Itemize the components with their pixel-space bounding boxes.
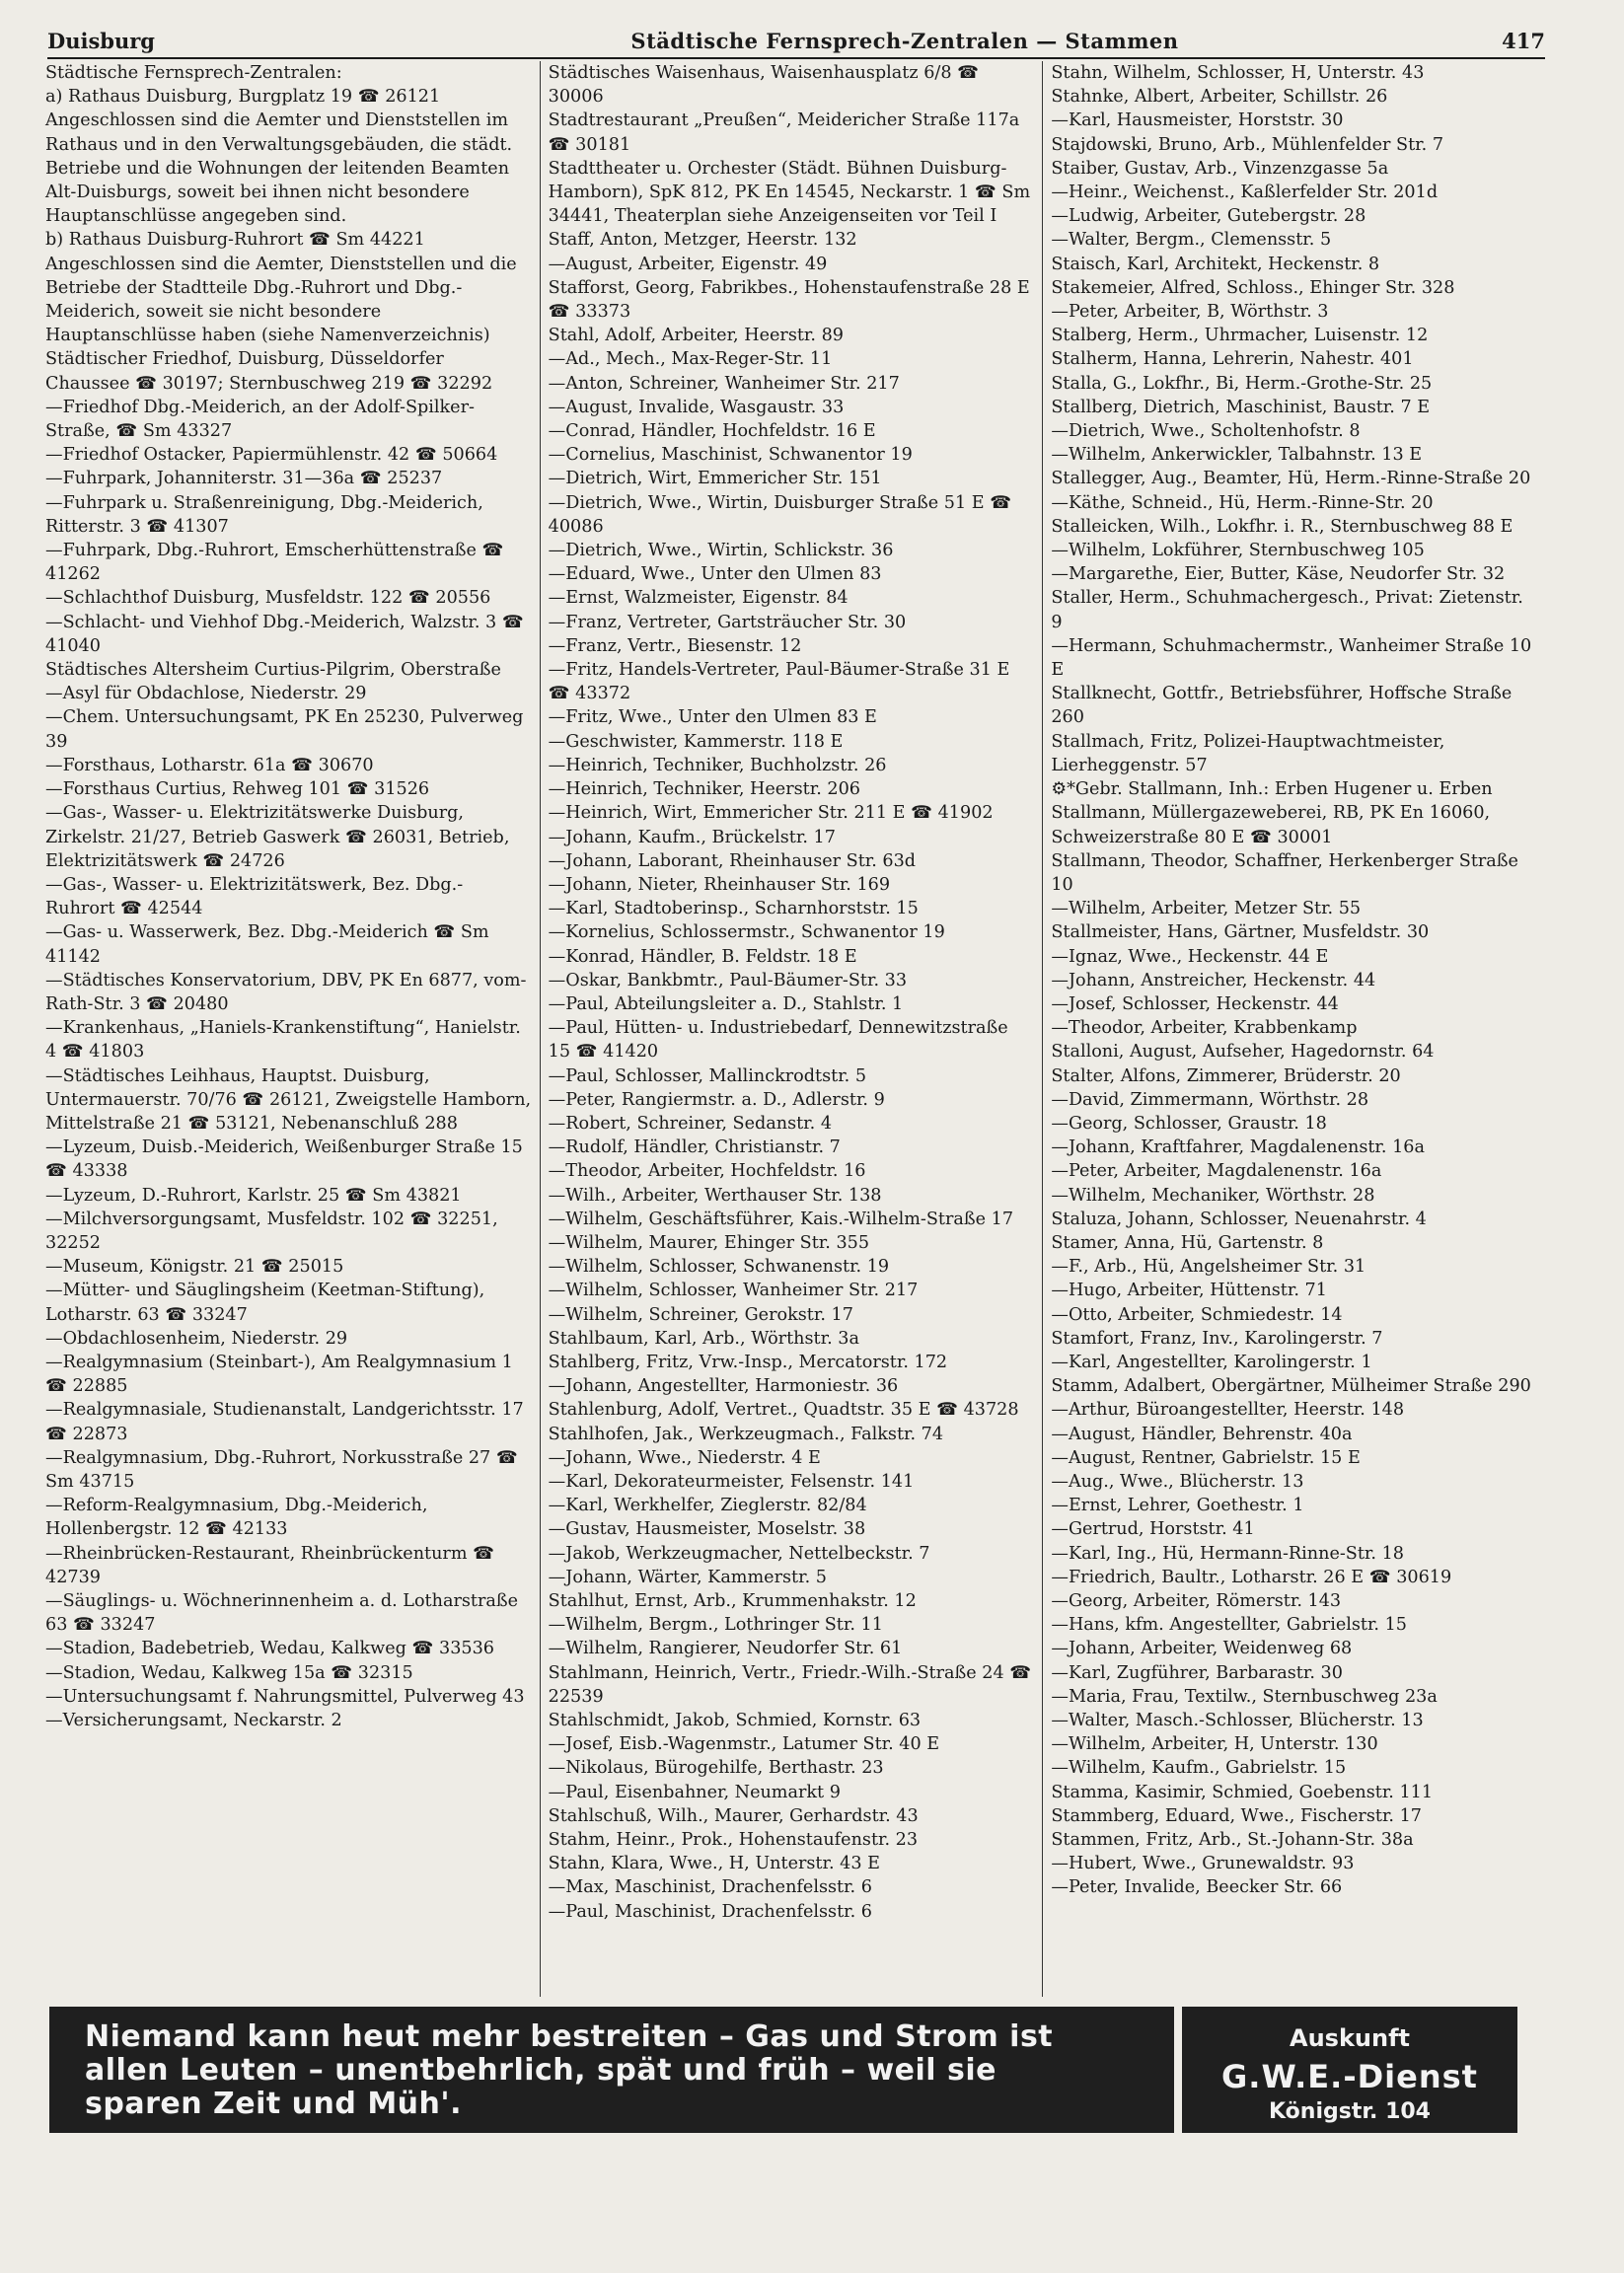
directory-entry: Stadtrestaurant „Preußen“, Meidericher Straße 117a ☎ 30181 (548, 110, 1020, 155)
directory-entry: —Hans, kfm. Angestellter, Gabrielstr. 15 (1051, 1615, 1408, 1636)
directory-entry: —Oskar, Bankbmtr., Paul-Bäumer-Str. 33 (548, 970, 908, 990)
directory-entry: —Heinrich, Techniker, Buchholzstr. 26 (548, 755, 887, 775)
directory-entry: Stahlschuß, Wilh., Maurer, Gerhardstr. 43 (548, 1805, 919, 1826)
header-city: Duisburg (47, 29, 155, 53)
directory-entry: Stahlenburg, Adolf, Vertret., Quadtstr. 35 E ☎ 43728 (548, 1400, 1019, 1421)
directory-entry: —Untersuchungsamt f. Nahrungsmittel, Pulverweg 43 (45, 1686, 525, 1707)
directory-entry: —Walter, Bergm., Clemensstr. 5 (1051, 230, 1332, 251)
directory-entry: —Anton, Schreiner, Wanheimer Str. 217 (548, 373, 900, 394)
directory-entry: —Wilhelm, Bergm., Lothringer Str. 11 (548, 1615, 883, 1636)
directory-columns (37, 61, 1545, 1997)
directory-entry: Städtische Fernsprech-Zentralen: (45, 63, 342, 83)
directory-entry: Stahlbaum, Karl, Arb., Wörthstr. 3a (548, 1328, 859, 1349)
directory-entry: —Josef, Schlosser, Heckenstr. 44 (1051, 993, 1339, 1014)
directory-entry: —Friedhof Ostacker, Papiermühlenstr. 42 ☎ 50664 (45, 445, 498, 466)
directory-entry: —Maria, Frau, Textilw., Sternbuschweg 23a (1051, 1686, 1438, 1707)
directory-entry: —Ignaz, Wwe., Heckenstr. 44 E (1051, 946, 1329, 967)
directory-entry: —Johann, Nieter, Rheinhauser Str. 169 (548, 874, 891, 895)
directory-entry: Angeschlossen sind die Aemter, Dienststellen und die Betriebe der Stadtteile Dbg.-Ruhrort und Dbg.-Meiderich, soweit sie nicht besondere Hauptanschlüsse haben (siehe Namenverzeichnis) (45, 254, 517, 346)
directory-entry: Stallmach, Fritz, Polizei-Hauptwachtmeister, Lierheggenstr. 57 (1051, 731, 1445, 775)
directory-entry: Stalla, G., Lokfhr., Bi, Herm.-Grothe-Str. 25 (1051, 373, 1433, 394)
directory-entry: —Fuhrpark u. Straßenreinigung, Dbg.-Meiderich, Ritterstr. 3 ☎ 41307 (45, 492, 483, 537)
directory-entry: —Dietrich, Wwe., Wirtin, Duisburger Straße 51 E ☎ 40086 (548, 492, 1012, 537)
directory-entry: —Peter, Arbeiter, B, Wörthstr. 3 (1051, 302, 1329, 323)
directory-entry: —Ernst, Walzmeister, Eigenstr. 84 (548, 588, 849, 609)
directory-entry: —Hermann, Schuhmachermstr., Wanheimer Straße 10 E (1051, 635, 1532, 681)
directory-entry: —Städtisches Leihhaus, Hauptst. Duisburg, Untermauerstr. 70/76 ☎ 26121, Zweigstelle Hamborn, Mittelstraße 21 ☎ 53121, Nebenanschluß 288 (45, 1065, 532, 1134)
directory-entry: —Chem. Untersuchungsamt, PK En 25230, Pulverweg 39 (45, 707, 524, 752)
directory-entry: Stahlberg, Fritz, Vrw.-Insp., Mercatorstr. 172 (548, 1352, 948, 1372)
directory-entry: —Max, Maschinist, Drachenfelsstr. 6 (548, 1877, 872, 1898)
directory-entry: —Arthur, Büroangestellter, Heerstr. 148 (1051, 1400, 1405, 1421)
directory-entry: —Paul, Abteilungsleiter a. D., Stahlstr. 1 (548, 993, 904, 1014)
directory-entry: —Johann, Wwe., Niederstr. 4 E (548, 1447, 821, 1468)
directory-entry: —Wilhelm, Rangierer, Neudorfer Str. 61 (548, 1639, 903, 1659)
directory-entry: —Säuglings- u. Wöchnerinnenheim a. d. Lotharstraße 63 ☎ 33247 (45, 1591, 519, 1636)
directory-entry: —Peter, Arbeiter, Magdalenenstr. 16a (1051, 1161, 1382, 1182)
directory-entry: —Konrad, Händler, B. Feldstr. 18 E (548, 946, 857, 967)
directory-entry: —Gas-, Wasser- u. Elektrizitätswerke Duisburg, Zirkelstr. 21/27, Betrieb Gaswerk ☎ 26031, Betrieb, Elektrizitätswerk ☎ 24726 (45, 803, 510, 871)
directory-entry: —Friedhof Dbg.-Meiderich, an der Adolf-Spilker-Straße, ☎ Sm 43327 (45, 397, 475, 442)
directory-entry: —Georg, Arbeiter, Römerstr. 143 (1051, 1591, 1342, 1611)
directory-entry: Stamma, Kasimir, Schmied, Goebenstr. 111 (1051, 1782, 1434, 1802)
directory-entry: Stafforst, Georg, Fabrikbes., Hohenstaufenstraße 28 E ☎ 33373 (548, 277, 1030, 323)
directory-entry: Stalter, Alfons, Zimmerer, Brüderstr. 20 (1051, 1065, 1401, 1086)
directory-entry: Stahn, Klara, Wwe., H, Unterstr. 43 E (548, 1854, 880, 1874)
directory-entry: —Rheinbrücken-Restaurant, Rheinbrückenturm ☎ 42739 (45, 1543, 495, 1587)
directory-entry: —Gas-, Wasser- u. Elektrizitätswerk, Bez. Dbg.-Ruhrort ☎ 42544 (45, 874, 464, 919)
directory-entry: —Reform-Realgymnasium, Dbg.-Meiderich, Hollenbergstr. 12 ☎ 42133 (45, 1496, 428, 1540)
directory-entry: Stahm, Heinr., Prok., Hohenstaufenstr. 23 (548, 1830, 919, 1851)
directory-entry: —Wilhelm, Ankerwickler, Talbahnstr. 13 E (1051, 445, 1423, 466)
directory-entry: —Otto, Arbeiter, Schmiedestr. 14 (1051, 1304, 1343, 1325)
directory-entry: —Conrad, Händler, Hochfeldstr. 16 E (548, 421, 876, 442)
directory-entry: —Käthe, Schneid., Hü, Herm.-Rinne-Str. 20 (1051, 492, 1434, 513)
directory-entry: Stamfort, Franz, Inv., Karolingerstr. 7 (1051, 1328, 1383, 1349)
directory-entry: —Franz, Vertreter, Gartsträucher Str. 30 (548, 612, 907, 632)
directory-entry: Stahl, Adolf, Arbeiter, Heerstr. 89 (548, 326, 844, 346)
directory-entry: —Karl, Zugführer, Barbarastr. 30 (1051, 1662, 1343, 1683)
directory-entry: Stalloni, August, Aufseher, Hagedornstr. 64 (1051, 1042, 1435, 1063)
directory-entry: —Paul, Schlosser, Mallinckrodtstr. 5 (548, 1065, 867, 1086)
directory-entry: —Wilhelm, Arbeiter, Metzer Str. 55 (1051, 899, 1362, 919)
directory-entry: Stadttheater u. Orchester (Städt. Bühnen Duisburg-Hamborn), SpK 812, PK En 14545, Neckarstr. 1 ☎ Sm 34441, Theaterplan siehe Anzeigenseiten vor Teil I (548, 158, 1031, 227)
directory-entry: —Realgymnasium, Dbg.-Ruhrort, Norkusstraße 27 ☎ Sm 43715 (45, 1447, 518, 1492)
directory-entry: —Dietrich, Wirt, Emmericher Str. 151 (548, 469, 882, 489)
directory-entry: Stahlhut, Ernst, Arb., Krummenhakstr. 12 (548, 1591, 917, 1611)
directory-entry: —Karl, Stadtoberinsp., Scharnhorststr. 15 (548, 899, 919, 919)
column-1 (37, 61, 540, 1997)
directory-entry: Stallberg, Dietrich, Maschinist, Baustr. 7 E (1051, 397, 1431, 417)
directory-entry: —Josef, Eisb.-Wagenmstr., Latumer Str. 40 E (548, 1734, 940, 1755)
directory-entry: —Wilhelm, Mechaniker, Wörthstr. 28 (1051, 1185, 1375, 1206)
directory-entry: Stakemeier, Alfred, Schloss., Ehinger Str. 328 (1051, 277, 1455, 298)
directory-entry: —Ad., Mech., Max-Reger-Str. 11 (548, 349, 833, 370)
directory-entry: —Friedrich, Baultr., Lotharstr. 26 E ☎ 30619 (1051, 1567, 1452, 1587)
directory-entry: Staisch, Karl, Architekt, Heckenstr. 8 (1051, 254, 1380, 274)
directory-entry: —Wilhelm, Lokführer, Sternbuschweg 105 (1051, 541, 1425, 561)
directory-entry: Stahlmann, Heinrich, Vertr., Friedr.-Wilh.-Straße 24 ☎ 22539 (548, 1662, 1032, 1707)
directory-entry: Stahlschmidt, Jakob, Schmied, Kornstr. 63 (548, 1711, 922, 1731)
directory-entry: —Heinr., Weichenst., Kaßlerfelder Str. 201d (1051, 183, 1439, 203)
directory-entry: —Karl, Ing., Hü, Hermann-Rinne-Str. 18 (1051, 1543, 1404, 1564)
directory-entry: —Fritz, Handels-Vertreter, Paul-Bäumer-Straße 31 E ☎ 43372 (548, 660, 1010, 704)
directory-entry: —Johann, Arbeiter, Weidenweg 68 (1051, 1639, 1353, 1659)
directory-entry: —Kornelius, Schlossermstr., Schwanentor 19 (548, 922, 945, 943)
directory-entry: —Gas- u. Wasserwerk, Bez. Dbg.-Meiderich ☎ Sm 41142 (45, 922, 489, 967)
directory-entry: —Aug., Wwe., Blücherstr. 13 (1051, 1471, 1304, 1492)
directory-entry: —Stadion, Badebetrieb, Wedau, Kalkweg ☎ 33536 (45, 1639, 494, 1659)
directory-entry: —Forsthaus, Lotharstr. 61a ☎ 30670 (45, 755, 374, 775)
ad-slogan-line: Niemand kann heut mehr bestreiten – Gas und Strom ist (85, 2019, 1054, 2054)
directory-entry: Stallegger, Aug., Beamter, Hü, Herm.-Rinne-Straße 20 (1051, 469, 1531, 489)
directory-entry: —Hubert, Wwe., Grunewaldstr. 93 (1051, 1854, 1355, 1874)
directory-entry: —Johann, Laborant, Rheinhauser Str. 63d (548, 850, 917, 871)
directory-entry: Stamm, Adalbert, Obergärtner, Mülheimer Straße 290 (1051, 1376, 1531, 1397)
directory-entry: Stammen, Fritz, Arb., St.-Johann-Str. 38a (1051, 1830, 1414, 1851)
directory-entry: —Schlacht- und Viehhof Dbg.-Meiderich, Walzstr. 3 ☎ 41040 (45, 612, 524, 656)
directory-entry: —Paul, Hütten- u. Industriebedarf, Dennewitzstraße 15 ☎ 41420 (548, 1018, 1008, 1063)
column-2 (540, 61, 1043, 1997)
directory-entry: Stahlhofen, Jak., Werkzeugmach., Falkstr. 74 (548, 1424, 944, 1444)
header-title: Städtische Fernsprech-Zentralen — Stammen (630, 29, 1179, 53)
directory-entry: —Fuhrpark, Johanniterstr. 31—36a ☎ 25237 (45, 469, 443, 489)
directory-entry: —Wilhelm, Kaufm., Gabrielstr. 15 (1051, 1758, 1347, 1779)
directory-entry: —Nikolaus, Bürogehilfe, Berthastr. 23 (548, 1758, 884, 1779)
directory-entry: —Wilhelm, Geschäftsführer, Kais.-Wilhelm-Straße 17 (548, 1209, 1014, 1229)
directory-entry: —Gertrud, Horststr. 41 (1051, 1519, 1255, 1540)
directory-entry: —Museum, Königstr. 21 ☎ 25015 (45, 1257, 344, 1278)
directory-entry: —Heinrich, Techniker, Heerstr. 206 (548, 779, 860, 800)
directory-entry: Angeschlossen sind die Aemter und Dienststellen im Rathaus und in den Verwaltungsgebäuden, die städt. Betriebe und die Wohnungen der leitenden Beamten Alt-Duisburgs, soweit bei ihnen nicht besondere Hauptanschlüsse angegeben sind. (45, 110, 513, 227)
directory-entry: Staluza, Johann, Schlosser, Neuenahrstr. 4 (1051, 1209, 1427, 1229)
directory-entry: Städtischer Friedhof, Duisburg, Düsseldorfer Chaussee ☎ 30197; Sternbuschweg 219 ☎ 32292 (45, 349, 493, 394)
directory-entry: —Milchversorgungsamt, Musfeldstr. 102 ☎ 32251, 32252 (45, 1209, 498, 1253)
ad-info-box (1182, 2007, 1517, 2133)
directory-entry: Stammberg, Eduard, Wwe., Fischerstr. 17 (1051, 1805, 1422, 1826)
directory-entry: —Heinrich, Wirt, Emmericher Str. 211 E ☎ 41902 (548, 803, 994, 824)
directory-entry: —Stadion, Wedau, Kalkweg 15a ☎ 32315 (45, 1662, 413, 1683)
directory-entry: —David, Zimmermann, Wörthstr. 28 (1051, 1089, 1369, 1110)
directory-entry: Stamer, Anna, Hü, Gartenstr. 8 (1051, 1232, 1324, 1253)
directory-entry: b) Rathaus Duisburg-Ruhrort ☎ Sm 44221 (45, 230, 425, 251)
directory-entry: —Johann, Anstreicher, Heckenstr. 44 (1051, 970, 1376, 990)
directory-entry: Stajdowski, Bruno, Arb., Mühlenfelder Str. 7 (1051, 134, 1444, 155)
directory-entry: Stalleicken, Wilh., Lokfhr. i. R., Sternbuschweg 88 E (1051, 516, 1513, 537)
directory-entry: —Wilhelm, Schlosser, Wanheimer Str. 217 (548, 1281, 919, 1301)
directory-entry: —Hugo, Arbeiter, Hüttenstr. 71 (1051, 1281, 1327, 1301)
directory-entry: Stalherm, Hanna, Lehrerin, Nahestr. 401 (1051, 349, 1414, 370)
directory-entry: Staff, Anton, Metzger, Heerstr. 132 (548, 230, 857, 251)
directory-entry: —Geschwister, Kammerstr. 118 E (548, 731, 844, 752)
directory-entry: —August, Invalide, Wasgaustr. 33 (548, 397, 845, 417)
directory-entry: —Wilhelm, Maurer, Ehinger Str. 355 (548, 1232, 870, 1253)
directory-entry: Städtisches Altersheim Curtius-Pilgrim, Oberstraße (45, 660, 501, 681)
directory-entry: —Rudolf, Händler, Christianstr. 7 (548, 1137, 841, 1158)
directory-entry: a) Rathaus Duisburg, Burgplatz 19 ☎ 26121 (45, 87, 441, 108)
directory-entry: —Eduard, Wwe., Unter den Ulmen 83 (548, 564, 882, 585)
directory-entry: —Walter, Masch.-Schlosser, Blücherstr. 13 (1051, 1711, 1424, 1731)
ad-slogan-line: allen Leuten – unentbehrlich, spät und früh – weil sie (85, 2053, 997, 2088)
directory-entry: —Dietrich, Wwe., Scholtenhofstr. 8 (1051, 421, 1361, 442)
directory-entry: —Franz, Vertr., Biesenstr. 12 (548, 635, 802, 656)
directory-entry: —Wilhelm, Arbeiter, H, Unterstr. 130 (1051, 1734, 1378, 1755)
directory-entry: —Paul, Eisenbahner, Neumarkt 9 (548, 1782, 841, 1802)
directory-entry: —Margarethe, Eier, Butter, Käse, Neudorfer Str. 32 (1051, 564, 1506, 585)
directory-entry: —Johann, Wärter, Kammerstr. 5 (548, 1567, 827, 1587)
directory-entry: Staiber, Gustav, Arb., Vinzenzgasse 5a (1051, 158, 1389, 179)
ad-info-label: Auskunft (1290, 2024, 1410, 2052)
directory-entry: —Johann, Angestellter, Harmoniestr. 36 (548, 1376, 899, 1397)
directory-entry: —August, Händler, Behrenstr. 40a (1051, 1424, 1353, 1444)
directory-entry: Stallmeister, Hans, Gärtner, Musfeldstr. 30 (1051, 922, 1430, 943)
directory-entry: ⚙*Gebr. Stallmann, Inh.: Erben Hugener u. Erben Stallmann, Müllergazeweberei, RB, PK En 16060, Schweizerstraße 80 E ☎ 30001 (1051, 779, 1493, 847)
directory-entry: —Realgymnasiale, Studienanstalt, Landgerichtsstr. 17 ☎ 22873 (45, 1400, 524, 1444)
page-header (47, 20, 1545, 59)
directory-entry: —August, Rentner, Gabrielstr. 15 E (1051, 1447, 1361, 1468)
directory-entry: —Theodor, Arbeiter, Krabbenkamp (1051, 1018, 1358, 1039)
directory-entry: —Lyzeum, D.-Ruhrort, Karlstr. 25 ☎ Sm 43821 (45, 1185, 462, 1206)
directory-entry: —Johann, Kraftfahrer, Magdalenenstr. 16a (1051, 1137, 1425, 1158)
directory-entry: Stallknecht, Gottfr., Betriebsführer, Hoffsche Straße 260 (1051, 684, 1513, 728)
directory-entry: —Ernst, Lehrer, Goethestr. 1 (1051, 1496, 1304, 1516)
directory-entry: —Lyzeum, Duisb.-Meiderich, Weißenburger Straße 15 ☎ 43338 (45, 1137, 523, 1182)
directory-entry: —Karl, Werkhelfer, Zieglerstr. 82/84 (548, 1496, 867, 1516)
directory-entry: —Mütter- und Säuglingsheim (Keetman-Stiftung), Lotharstr. 63 ☎ 33247 (45, 1281, 485, 1325)
directory-entry: Stallmann, Theodor, Schaffner, Herkenberger Straße 10 (1051, 850, 1518, 895)
directory-entry: Stahn, Wilhelm, Schlosser, H, Unterstr. 43 (1051, 63, 1425, 83)
directory-entry: —Johann, Kaufm., Brückelstr. 17 (548, 827, 836, 847)
ad-divider (1174, 2007, 1182, 2133)
directory-entry: Stalberg, Herm., Uhrmacher, Luisenstr. 12 (1051, 326, 1429, 346)
directory-entry: Städtisches Waisenhaus, Waisenhausplatz 6/8 ☎ 30006 (548, 63, 980, 108)
directory-entry: —August, Arbeiter, Eigenstr. 49 (548, 254, 828, 274)
directory-entry: —Schlachthof Duisburg, Musfeldstr. 122 ☎ 20556 (45, 588, 491, 609)
directory-entry: —Fritz, Wwe., Unter den Ulmen 83 E (548, 707, 877, 728)
directory-entry: —Gustav, Hausmeister, Moselstr. 38 (548, 1519, 866, 1540)
directory-entry: —Asyl für Obdachlose, Niederstr. 29 (45, 684, 367, 704)
directory-entry: —Peter, Invalide, Beecker Str. 66 (1051, 1877, 1343, 1898)
directory-entry: —Cornelius, Maschinist, Schwanentor 19 (548, 445, 913, 466)
directory-entry: —Obdachlosenheim, Niederstr. 29 (45, 1328, 348, 1349)
directory-entry: —Fuhrpark, Dbg.-Ruhrort, Emscherhüttenstraße ☎ 41262 (45, 541, 504, 585)
directory-entry: —Versicherungsamt, Neckarstr. 2 (45, 1711, 342, 1731)
column-3 (1042, 61, 1545, 1997)
directory-entry: —Theodor, Arbeiter, Hochfeldstr. 16 (548, 1161, 866, 1182)
directory-entry: —Karl, Hausmeister, Horststr. 30 (1051, 110, 1344, 131)
directory-entry: —Forsthaus Curtius, Rehweg 101 ☎ 31526 (45, 779, 430, 800)
directory-entry: —Georg, Schlosser, Graustr. 18 (1051, 1113, 1327, 1134)
advertisement-banner (49, 2007, 1517, 2133)
directory-entry: —Wilhelm, Schlosser, Schwanenstr. 19 (548, 1257, 890, 1278)
directory-entry: —Wilhelm, Schreiner, Gerokstr. 17 (548, 1304, 853, 1325)
directory-entry: —F., Arb., Hü, Angelsheimer Str. 31 (1051, 1257, 1366, 1278)
directory-entry: —Karl, Angestellter, Karolingerstr. 1 (1051, 1352, 1372, 1372)
ad-slogan (49, 2007, 1174, 2133)
directory-entry: —Jakob, Werkzeugmacher, Nettelbeckstr. 7 (548, 1543, 930, 1564)
directory-entry: —Dietrich, Wwe., Wirtin, Schlickstr. 36 (548, 541, 894, 561)
ad-info-name: G.W.E.-Dienst (1221, 2058, 1478, 2095)
ad-info-address: Königstr. 104 (1269, 2099, 1431, 2124)
directory-entry: —Krankenhaus, „Haniels-Krankenstiftung“, Hanielstr. 4 ☎ 41803 (45, 1018, 521, 1063)
directory-entry: —Paul, Maschinist, Drachenfelsstr. 6 (548, 1901, 872, 1922)
ad-slogan-line: sparen Zeit und Müh'. (85, 2087, 462, 2121)
directory-entry: —Wilh., Arbeiter, Werthauser Str. 138 (548, 1185, 882, 1206)
directory-entry: Stahnke, Albert, Arbeiter, Schillstr. 26 (1051, 87, 1388, 108)
directory-entry: —Robert, Schreiner, Sedanstr. 4 (548, 1113, 833, 1134)
directory-entry: —Peter, Rangiermstr. a. D., Adlerstr. 9 (548, 1089, 885, 1110)
directory-entry: Staller, Herm., Schuhmachergesch., Privat: Zietenstr. 9 (1051, 588, 1523, 632)
directory-entry: —Städtisches Konservatorium, DBV, PK En 6877, vom-Rath-Str. 3 ☎ 20480 (45, 970, 527, 1014)
directory-entry: —Karl, Dekorateurmeister, Felsenstr. 141 (548, 1471, 915, 1492)
page-number: 417 (1502, 29, 1545, 53)
directory-entry: —Ludwig, Arbeiter, Gutebergstr. 28 (1051, 206, 1366, 227)
directory-entry: —Realgymnasium (Steinbart-), Am Realgymnasium 1 ☎ 22885 (45, 1352, 513, 1397)
